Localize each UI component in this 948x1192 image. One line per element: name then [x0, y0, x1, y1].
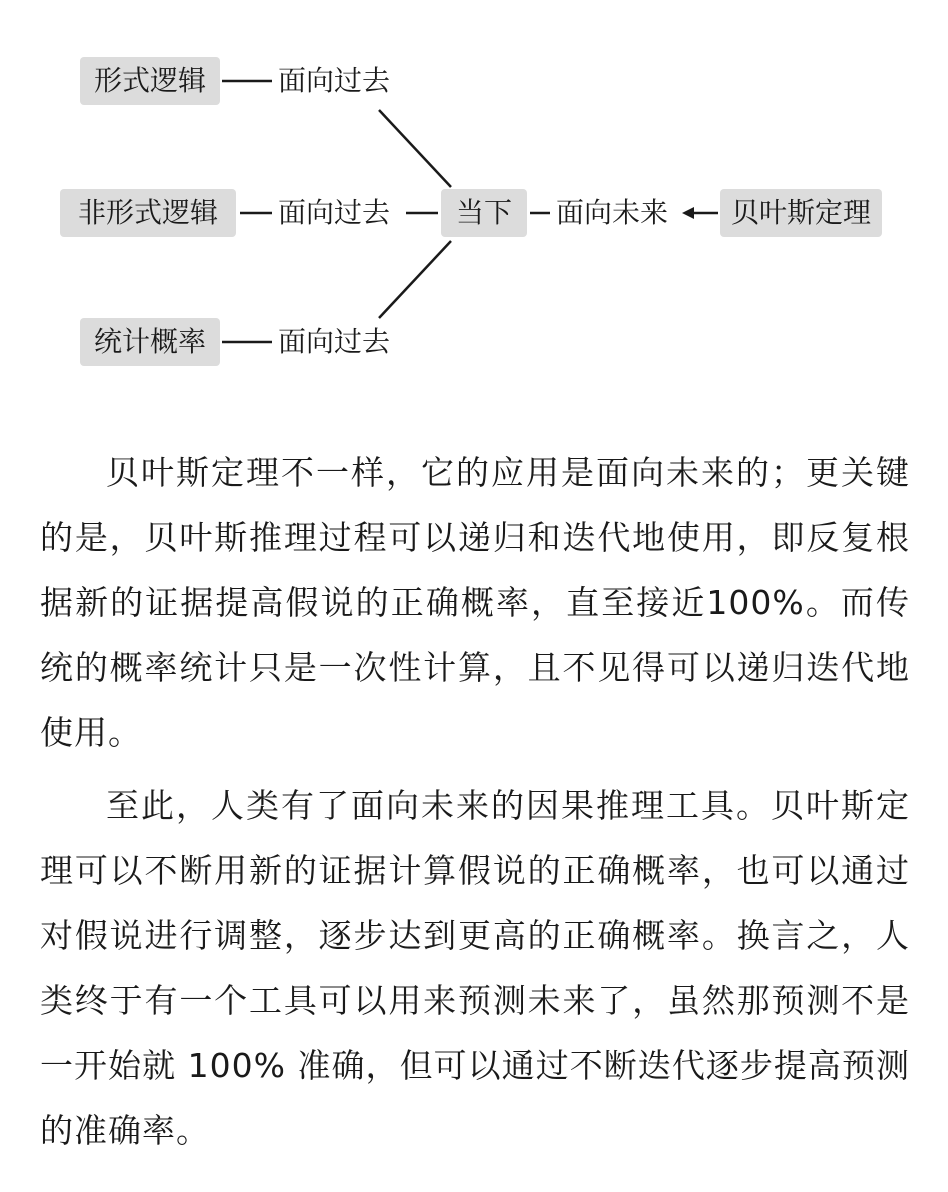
node-informal-logic: 非形式逻辑: [60, 189, 236, 237]
connector-diagonal-bottom: [379, 241, 451, 318]
label-past-1: 面向过去: [278, 64, 391, 97]
arrow-left-icon: [682, 207, 694, 219]
node-formal-logic: 形式逻辑: [80, 57, 220, 105]
paragraph-1: 贝叶斯定理不一样，它的应用是面向未来的；更关键的是，贝叶斯推理过程可以递归和迭代地使用，即反复根据新的证据提高假说的正确概率，直至接近100%。而传统的概率统计只是一次性计算，且不见得可以递归迭代地使用。: [40, 453, 910, 752]
body-text: [40, 440, 910, 1163]
node-present: 当下: [441, 189, 527, 237]
connector-diagonal-top: [379, 110, 451, 187]
node-statistics: 统计概率: [80, 318, 220, 366]
node-bayes: 贝叶斯定理: [720, 189, 882, 237]
reasoning-diagram: [0, 0, 948, 420]
label-future: 面向未来: [556, 196, 669, 229]
paragraph-2: 至此，人类有了面向未来的因果推理工具。贝叶斯定理可以不断用新的证据计算假说的正确概率，也可以通过对假说进行调整，逐步达到更高的正确概率。换言之，人类终于有一个工具可以用来预测未来了，虽然那预测不是一开始就 100% 准确，但可以通过不断迭代逐步提高预测的准确率。: [40, 786, 910, 1150]
label-past-2: 面向过去: [278, 196, 391, 229]
label-past-3: 面向过去: [278, 325, 391, 358]
